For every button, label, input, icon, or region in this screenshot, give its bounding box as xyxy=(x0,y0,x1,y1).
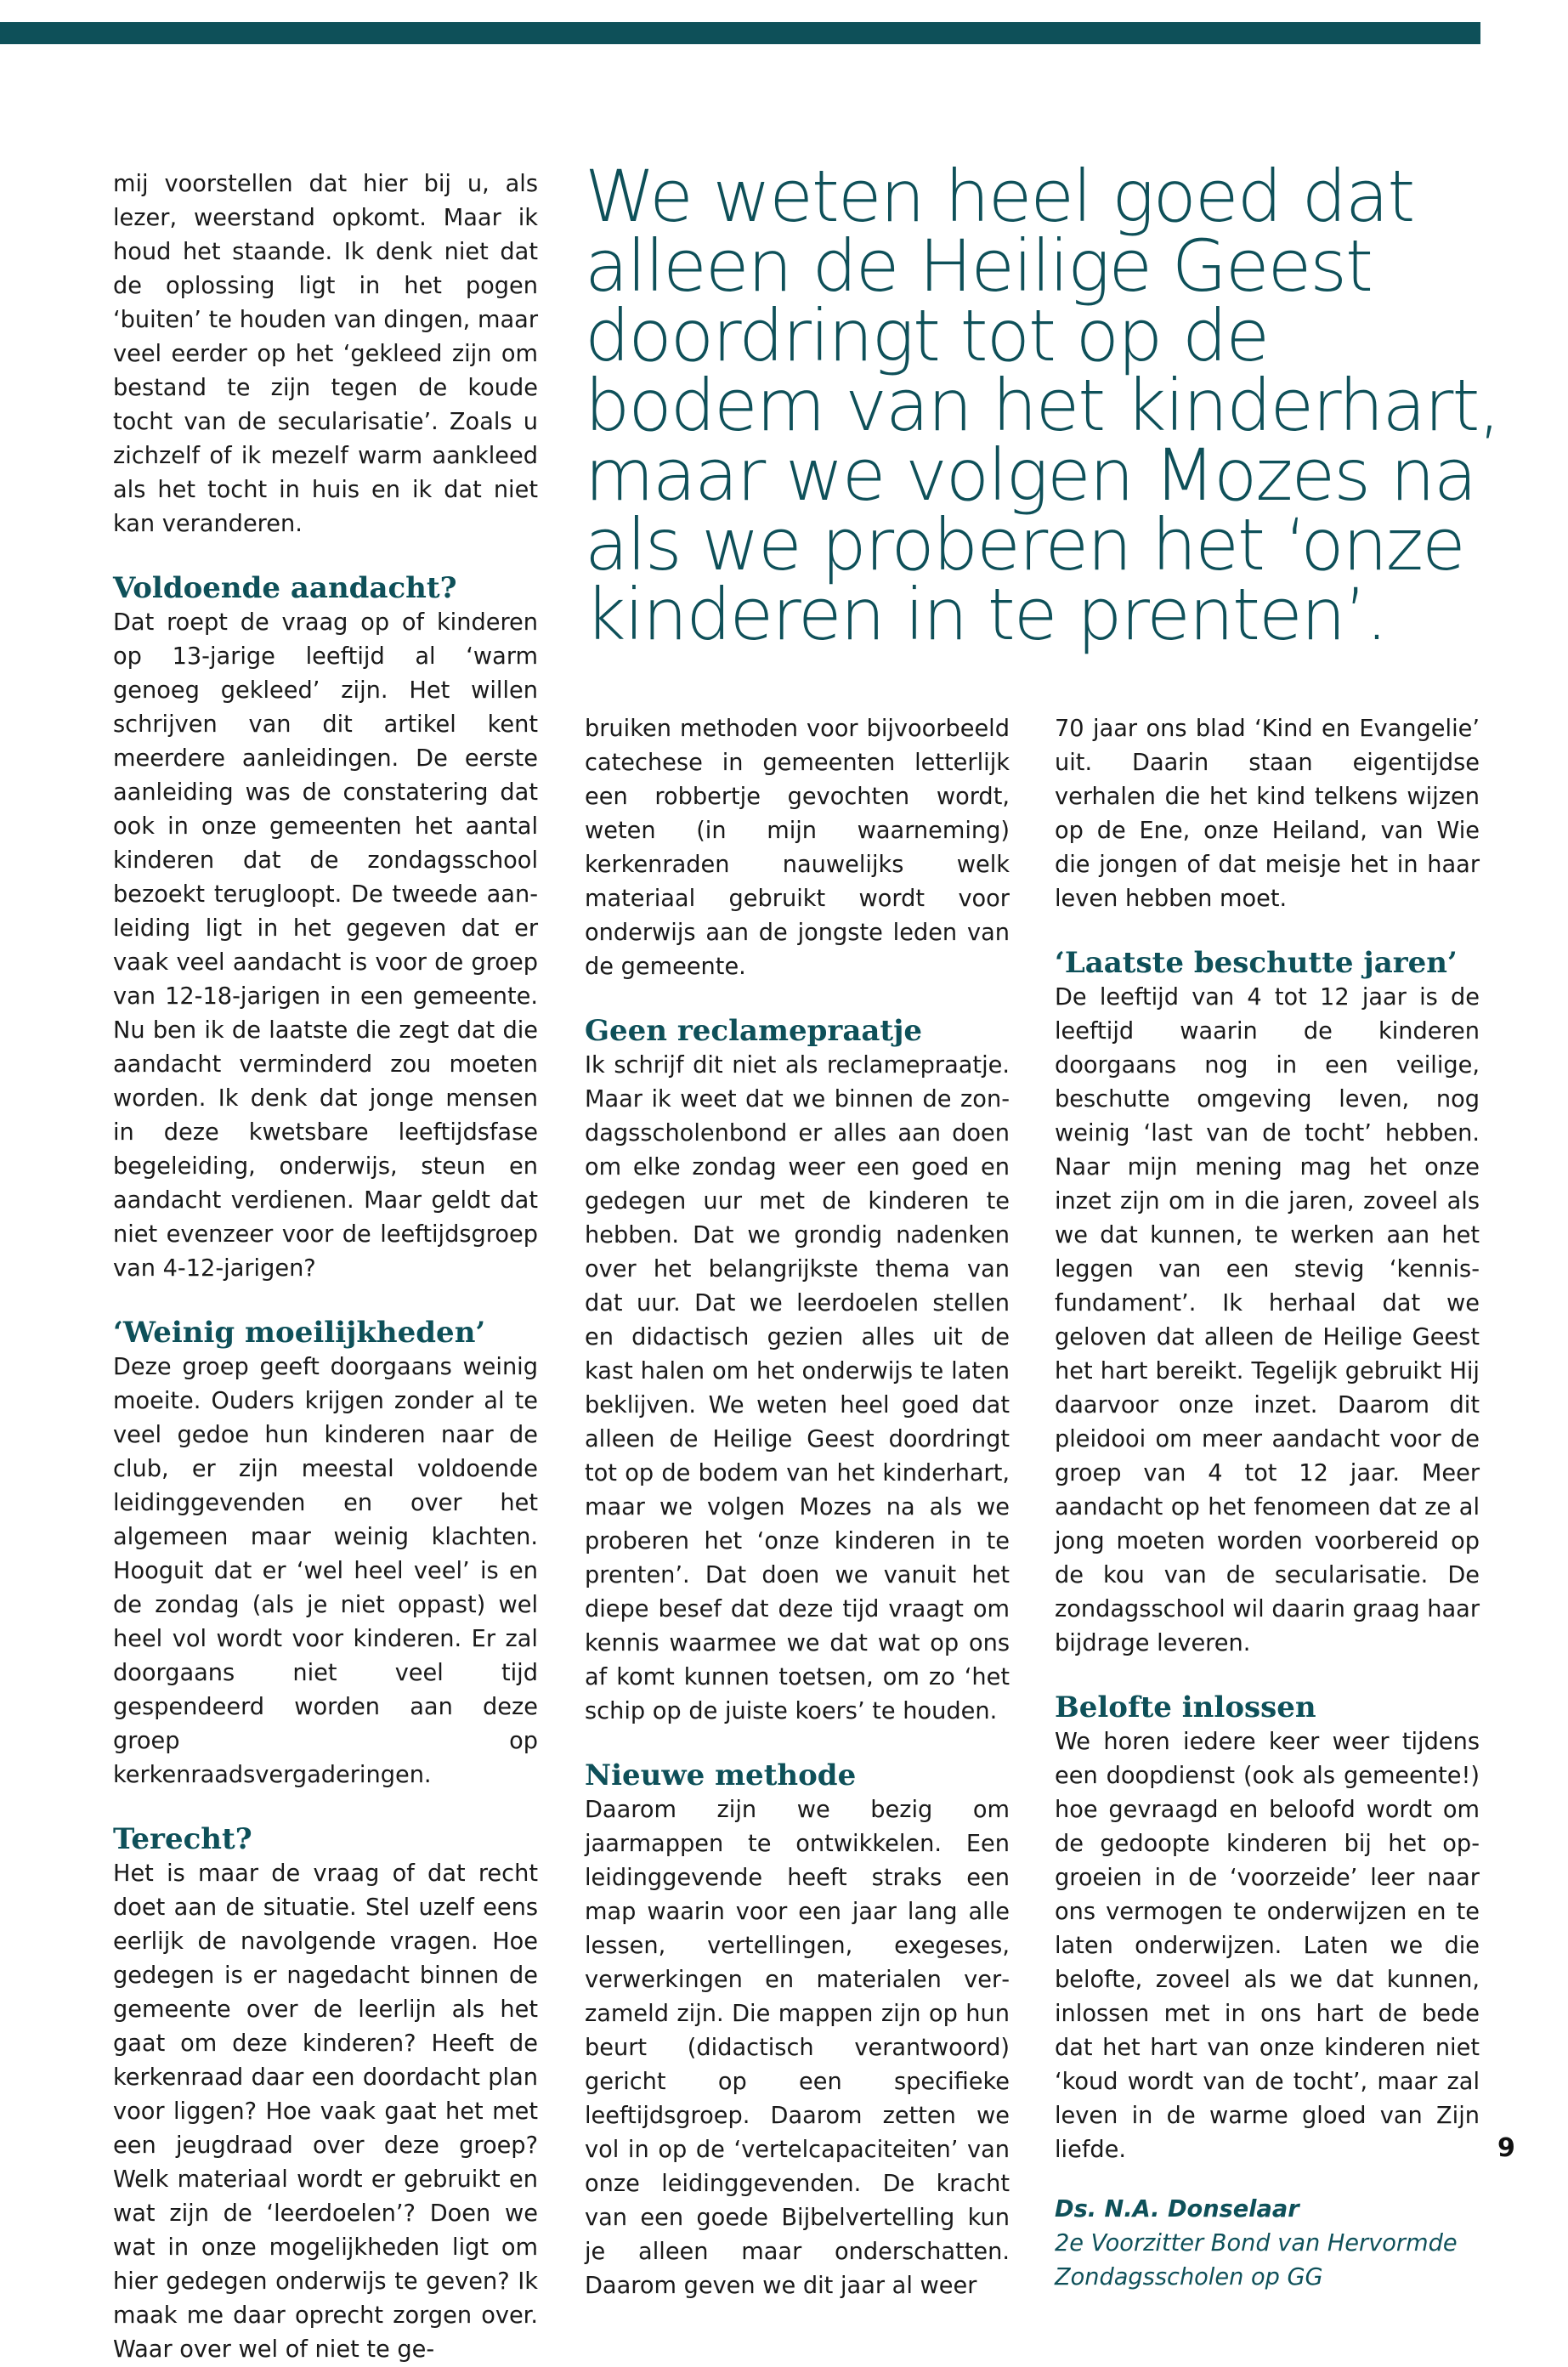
pull-quote xyxy=(585,155,1503,656)
paragraph: De leeftijd van 4 tot 12 jaar is de leeftijd waarin de kinderen doorgaans nog in een veilige, beschutte omgeving leven, nog weinig ‘last van de tocht’ hebben. Naar mijn mening mag het onze inzet zijn om in die jaren, zoveel als we dat kunnen, te werken aan het leggen van een stevig ‘kennisfundament’. Ik herhaal dat we geloven dat alleen de Heilige Geest het hart bereikt. Tegelijk gebruikt Hij daarvoor onze inzet. Daarom dit pleidooi om meer aandacht voor de groep van 4 tot 12 jaar. Meer aandacht op het fenomeen dat ze al jong moeten worden voorbereid op de kou van de secularisatie. De zondagsschool wil daarin graag haar bijdrage leveren. xyxy=(1055,984,1480,1656)
section-heading-geen-reclamepraatje: Geen reclamepraatje xyxy=(585,1014,923,1048)
paragraph: Het is maar de vraag of dat recht doet aan de situatie. Stel uzelf eens eerlijk de navolgende vragen. Hoe gedegen is er nagedacht binnen de gemeente over de leerlijn als het gaat om deze kinderen? Heeft de kerkenraad daar een doordacht plan voor liggen? Hoe vaak gaat het met een jeugdraad over deze groep? Welk materiaal wordt er gebruikt en wat zijn de ‘leerdoelen’? Doen we wat in onze mogelijkheden ligt om hier gedegen onderwijs te geven? Ik maak me daar oprecht zorgen over. Waar over wel of niet te ge- xyxy=(113,1860,538,2363)
pull-quote-line: doordringt tot op de xyxy=(585,294,1269,377)
author-role: 2e Voorzitter Bond van Hervormde xyxy=(1055,2230,1458,2257)
header-color-bar xyxy=(0,22,1480,44)
article-column-3 xyxy=(1055,712,1480,2295)
paragraph: We horen iedere keer weer tijdens een doopdienst (ook als gemeente!) hoe gevraagd en beloofd wordt om de gedoopte kinderen bij het opgroeien in de ‘voorzeide’ leer naar ons vermogen te onderwijzen en te laten onderwijzen. Laten we die belofte, zoveel als we dat kunnen, inlossen met in ons hart de bede dat het hart van onze kinderen niet ‘koud wordt van de tocht’, maar zal leven in de warme gloed van Zijn liefde. xyxy=(1055,1729,1480,2163)
paragraph-intro: bruiken methoden voor bijvoorbeeld catechese in gemeenten letterlijk een robbertje gevochten wordt, weten (in mijn waarneming) kerkenraden nauwelijks welk materiaal gebruikt wordt voor onderwijs aan de jongste leden van de gemeente. xyxy=(585,716,1010,980)
section-heading-laatste-beschutte-jaren: ‘Laatste beschutte jaren’ xyxy=(1055,946,1458,980)
paragraph: Dat roept de vraag op of kinderen op 13-jarige leeftijd al ‘warm genoeg gekleed’ zijn. Het willen schrijven van dit artikel kent meerdere aanleidingen. De eerste aanleiding was de constatering dat ook in onze gemeenten het aantal kinderen dat de zondagsschool bezoekt terugloopt. De tweede aanleiding ligt in het gegeven dat er vaak veel aandacht is voor de groep van 12-18-jarigen in een gemeente. Nu ben ik de laatste die zegt dat die aandacht verminderd zou moeten worden. Ik denk dat jonge mensen in deze kwetsbare leeftijdsfase begeleiding, onderwijs, steun en aandacht verdienen. Maar geldt dat niet evenzeer voor de leeftijdsgroep van 4-12-jarigen? xyxy=(113,609,538,1282)
pull-quote-line: kinderen in te prenten’. xyxy=(585,573,1387,656)
section-heading-terecht: Terecht? xyxy=(113,1822,252,1856)
author-role: Zondagsscholen op GG xyxy=(1055,2264,1323,2291)
page-number: 9 xyxy=(1497,2133,1515,2163)
section-heading-belofte-inlossen: Belofte inlossen xyxy=(1055,1690,1316,1724)
pull-quote-line: alleen de Heilige Geest xyxy=(585,224,1372,308)
paragraph-intro: mij voorstellen dat hier bij u, als lezer, weerstand opkomt. Maar ik houd het staande. Ik denk niet dat de oplossing ligt in het pogen ‘buiten’ te houden van dingen, maar veel eerder op het ‘gekleed zijn om bestand te zijn tegen de koude tocht van de secularisatie’. Zoals u zichzelf of ik mezelf warm aankleed als het tocht in huis en ik dat niet kan veranderen. xyxy=(113,171,538,537)
pull-quote-line: als we proberen het ‘onze xyxy=(585,503,1464,586)
article-column-2 xyxy=(585,712,1010,2303)
paragraph-intro: 70 jaar ons blad ‘Kind en Evangelie’ uit. Daarin staan eigentijdse verhalen die het kind telkens wijzen op de Ene, onze Heiland, van Wie die jongen of dat meisje het in haar leven hebben moet. xyxy=(1055,716,1480,912)
section-heading-nieuwe-methode: Nieuwe methode xyxy=(585,1758,857,1792)
paragraph: Daarom zijn we bezig om jaarmappen te ontwikkelen. Een leidinggevende heeft straks een map waarin voor een jaar lang alle lessen, vertellingen, exegeses, verwerkingen en materialen verzameld zijn. Die mappen zijn op hun beurt (didactisch verantwoord) gericht op een specifieke leeftijdsgroep. Daarom zetten we vol in op de ‘vertelcapaciteiten’ van onze leidinggevenden. De kracht van een goede Bijbelvertelling kun je alleen maar onderschatten. Daarom geven we dit jaar al weer xyxy=(585,1797,1010,2299)
pull-quote-line: maar we volgen Mozes na xyxy=(585,433,1476,517)
paragraph: Ik schrijf dit niet als reclamepraatje. Maar ik weet dat we binnen de zondagsscholenbond er alles aan doen om elke zondag weer een goed en gedegen uur met de kinderen te hebben. Dat we grondig nadenken over het belangrijkste thema van dat uur. Dat we leerdoelen stellen en didactisch gezien alles uit de kast halen om het onderwijs te laten beklijven. We weten heel goed dat alleen de Heilige Geest doordringt tot op de bodem van het kinderhart, maar we volgen Mozes na als we proberen het ‘onze kinderen in te prenten’. Dat doen we vanuit het diepe besef dat deze tijd vraagt om kennis waarmee we dat wat op ons af komt kunnen toetsen, om zo ‘het schip op de juiste koers’ te houden. xyxy=(585,1052,1010,1724)
paragraph: Deze groep geeft doorgaans weinig moeite. Ouders krijgen zonder al te veel gedoe hun kinderen naar de club, er zijn meestal voldoende leidinggevenden en over het algemeen maar weinig klachten. Hooguit dat er ‘wel heel veel’ is en de zondag (als je niet oppast) wel heel vol wordt voor kinderen. Er zal doorgaans niet veel tijd gespendeerd worden aan deze groep op kerkenraadsvergaderingen. xyxy=(113,1354,538,1788)
pull-quote-line: We weten heel goed dat xyxy=(585,155,1414,238)
section-heading-voldoende-aandacht: Voldoende aandacht? xyxy=(113,571,457,605)
pull-quote-line: bodem van het kinderhart, xyxy=(585,364,1500,447)
author-name: Ds. N.A. Donselaar xyxy=(1055,2196,1299,2223)
section-heading-weinig-moeilijkheden: ‘Weinig moeilijkheden’ xyxy=(113,1316,486,1350)
author-signature xyxy=(1055,2193,1480,2295)
article-column-1 xyxy=(113,167,538,2367)
